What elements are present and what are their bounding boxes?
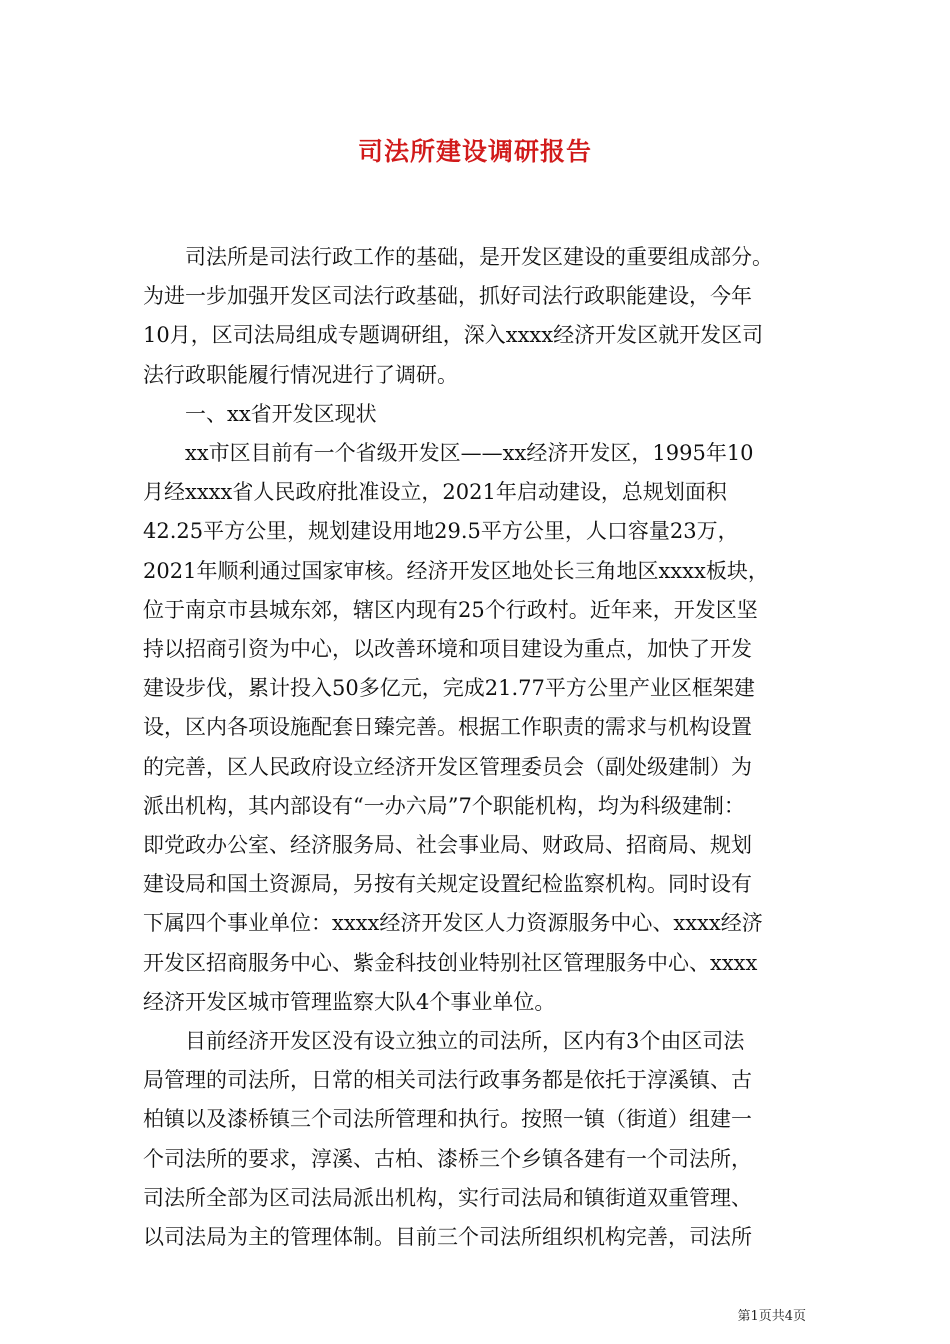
text-line: 派出机构，其内部设有“一办六局”7个职能机构，均为科级建制： bbox=[143, 793, 745, 818]
text-line: 持以招商引资为中心，以改善环境和项目建设为重点，加快了开发 bbox=[143, 637, 752, 662]
text-line: xx市区目前有一个省级开发区——xx经济开发区，1995年10 bbox=[143, 441, 754, 466]
text-line: 法行政职能履行情况进行了调研。 bbox=[143, 362, 458, 387]
text-line: 下属四个事业单位：xxxx经济开发区人力资源服务中心、xxxx经济 bbox=[143, 911, 763, 936]
text-line: 司法所是司法行政工作的基础，是开发区建设的重要组成部分。 bbox=[143, 245, 773, 269]
text-line: 柏镇以及漆桥镇三个司法所管理和执行。按照一镇（街道）组建一 bbox=[143, 1107, 752, 1132]
text-line: 为进一步加强开发区司法行政基础，抓好司法行政职能建设，今年 bbox=[143, 284, 752, 309]
text-line: 建设局和国土资源局，另按有关规定设置纪检监察机构。同时设有 bbox=[143, 872, 752, 897]
document-body bbox=[143, 238, 810, 1257]
text-line: 设，区内各项设施配套日臻完善。根据工作职责的需求与机构设置 bbox=[143, 715, 752, 740]
text-line: 司法所全部为区司法局派出机构，实行司法局和镇街道双重管理、 bbox=[143, 1185, 752, 1210]
page-number: 第1页共4页 bbox=[737, 1309, 806, 1324]
text-line: 的完善，区人民政府设立经济开发区管理委员会（副处级建制）为 bbox=[143, 754, 752, 779]
section-heading: 一、xx省开发区现状 bbox=[143, 401, 377, 426]
document-title: 司法所建设调研报告 bbox=[357, 137, 592, 166]
text-line: 以司法局为主的管理体制。目前三个司法所组织机构完善，司法所 bbox=[143, 1225, 752, 1250]
text-line: 即党政办公室、经济服务局、社会事业局、财政局、招商局、规划 bbox=[143, 833, 752, 858]
text-line: 局管理的司法所，日常的相关司法行政事务都是依托于淳溪镇、古 bbox=[143, 1068, 752, 1093]
text-line: 经济开发区城市管理监察大队4个事业单位。 bbox=[143, 989, 556, 1014]
text-line: 42.25平方公里，规划建设用地29.5平方公里，人口容量23万， bbox=[143, 519, 739, 544]
text-line: 建设步伐，累计投入50多亿元，完成21.77平方公里产业区框架建 bbox=[143, 676, 755, 701]
text-line: 月经xxxx省人民政府批准设立，2021年启动建设，总规划面积 bbox=[143, 480, 727, 505]
text-line: 位于南京市县城东郊，辖区内现有25个行政村。近年来，开发区坚 bbox=[143, 597, 758, 622]
text-line: 10月，区司法局组成专题调研组，深入xxxx经济开发区就开发区司 bbox=[143, 323, 764, 348]
text-line: 目前经济开发区没有设立独立的司法所，区内有3个由区司法 bbox=[143, 1029, 745, 1054]
text-line: 个司法所的要求，淳溪、古柏、漆桥三个乡镇各建有一个司法所， bbox=[143, 1146, 752, 1171]
text-line: 开发区招商服务中心、紫金科技创业特别社区管理服务中心、xxxx bbox=[143, 950, 758, 975]
text-line: 2021年顺利通过国家审核。经济开发区地处长三角地区xxxx板块， bbox=[143, 558, 769, 583]
